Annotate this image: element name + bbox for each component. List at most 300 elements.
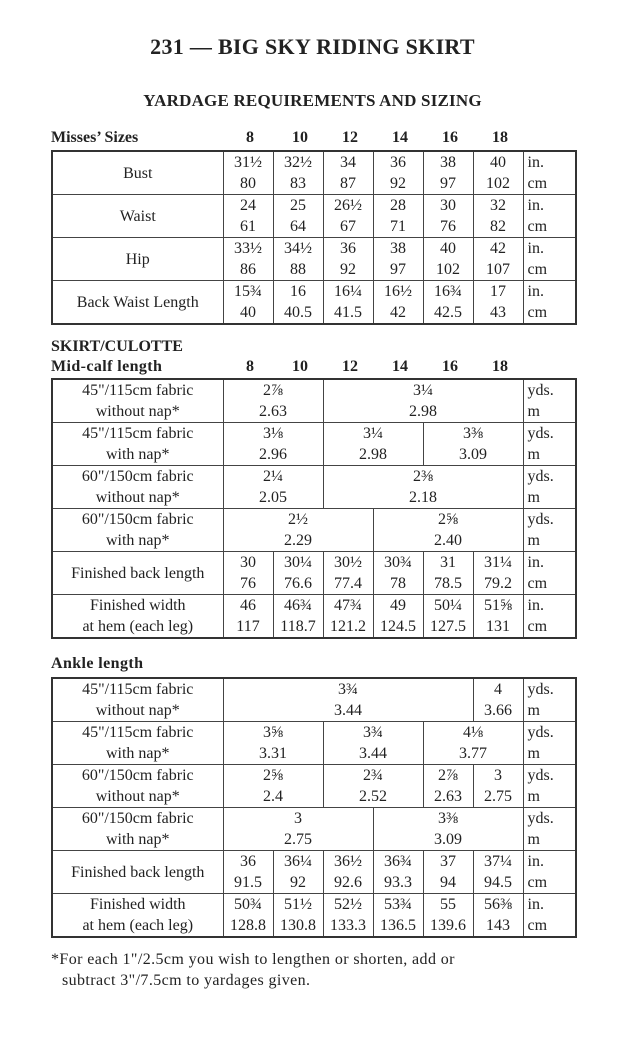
unit-label: cm — [527, 218, 548, 235]
value-cell — [473, 851, 523, 894]
mid-calf-heading: Mid-calf length — [51, 358, 163, 375]
value-cell — [223, 151, 273, 195]
table-row — [52, 238, 576, 281]
value-cell — [223, 423, 323, 466]
value-secondary: 92 — [390, 175, 406, 192]
value-secondary: 42 — [390, 304, 406, 321]
size-label: 10 — [292, 358, 308, 375]
value-cell — [223, 281, 273, 325]
value-cell — [373, 151, 423, 195]
mid-calf-yardage-table — [51, 378, 577, 639]
misses-sizes-heading: Misses’ Sizes — [51, 129, 139, 146]
value-primary: 50¼ — [434, 597, 462, 614]
value-primary: 2¼ — [263, 468, 283, 485]
value-secondary: 143 — [486, 917, 511, 934]
value-secondary: 97 — [440, 175, 456, 192]
unit-cell — [523, 238, 576, 281]
value-secondary: 2.40 — [434, 532, 462, 549]
value-secondary: 2.4 — [263, 788, 283, 805]
row-label-line: Finished width — [89, 597, 186, 614]
value-primary: 30¼ — [284, 554, 312, 571]
value-cell — [373, 509, 523, 552]
value-primary: 4⅛ — [463, 724, 483, 741]
row-label — [52, 894, 223, 938]
row-label — [52, 151, 223, 195]
value-cell — [373, 281, 423, 325]
value-cell — [273, 595, 323, 639]
unit-cell — [523, 281, 576, 325]
row-label — [52, 765, 223, 808]
unit-cell — [523, 808, 576, 851]
unit-label: in. — [527, 154, 544, 171]
value-primary: 34½ — [284, 240, 312, 257]
value-primary: 3¼ — [413, 382, 433, 399]
value-secondary: 86 — [240, 261, 256, 278]
table-row — [52, 151, 576, 195]
value-cell — [273, 281, 323, 325]
value-primary: 33½ — [234, 240, 262, 257]
value-cell — [423, 195, 473, 238]
value-cell — [223, 808, 373, 851]
value-primary: 3 — [494, 767, 503, 784]
value-secondary: 94.5 — [484, 874, 513, 891]
unit-label: m — [527, 745, 540, 762]
value-cell — [423, 238, 473, 281]
table-row — [52, 765, 576, 808]
row-label-line: 60"/150cm fabric — [81, 511, 194, 528]
value-secondary: 124.5 — [380, 618, 416, 635]
value-primary: 2⅞ — [438, 767, 458, 784]
value-cell — [473, 195, 523, 238]
value-primary: 32½ — [284, 154, 312, 171]
value-cell — [423, 722, 523, 765]
value-secondary: 61 — [240, 218, 256, 235]
value-cell — [473, 894, 523, 938]
value-secondary: 2.75 — [284, 831, 312, 848]
value-secondary: 2.05 — [259, 489, 287, 506]
value-cell — [223, 595, 273, 639]
value-primary: 36¼ — [284, 853, 312, 870]
value-primary: 31¼ — [484, 554, 512, 571]
value-cell — [373, 595, 423, 639]
value-secondary: 3.77 — [459, 745, 487, 762]
value-cell — [423, 595, 473, 639]
table-row — [52, 894, 576, 938]
value-cell — [223, 894, 273, 938]
table-row — [52, 466, 576, 509]
value-secondary: 3.66 — [484, 702, 513, 719]
value-secondary: 121.2 — [330, 618, 366, 635]
ankle-length-heading: Ankle length — [51, 655, 144, 672]
value-primary: 53¾ — [384, 896, 412, 913]
value-secondary: 2.29 — [284, 532, 312, 549]
value-cell — [323, 595, 373, 639]
unit-cell — [523, 195, 576, 238]
value-primary: 16 — [290, 283, 306, 300]
value-primary: 47¾ — [334, 597, 362, 614]
unit-label: yds. — [527, 468, 554, 485]
value-secondary: 3.44 — [359, 745, 387, 762]
size-label: 18 — [492, 358, 508, 375]
row-label-line: Finished back length — [71, 564, 205, 582]
unit-label: yds. — [527, 681, 554, 698]
value-secondary: 92.6 — [334, 874, 362, 891]
ankle-yardage-table — [51, 677, 577, 938]
value-primary: 3 — [294, 810, 302, 827]
value-secondary: 71 — [390, 218, 406, 235]
value-secondary: 80 — [240, 175, 256, 192]
value-primary: 3⅜ — [463, 425, 483, 442]
page-subtitle: YARDAGE REQUIREMENTS AND SIZING — [143, 91, 482, 110]
value-secondary: 79.2 — [484, 575, 512, 592]
value-cell — [473, 552, 523, 595]
row-label — [52, 851, 223, 894]
size-label: 12 — [342, 129, 358, 146]
value-cell — [273, 552, 323, 595]
row-label-line: 45"/115cm fabric — [82, 382, 194, 399]
value-secondary: 94 — [440, 874, 456, 891]
unit-label: cm — [527, 304, 548, 321]
value-cell — [223, 722, 323, 765]
footnote-line: *For each 1"/2.5cm you wish to lengthen or shorten, add or — [51, 951, 455, 968]
row-label-line: Finished back length — [71, 863, 205, 881]
value-primary: 16¼ — [334, 283, 362, 300]
unit-cell — [523, 552, 576, 595]
value-primary: 3¾ — [363, 724, 383, 741]
unit-label: in. — [527, 283, 544, 300]
value-cell — [473, 595, 523, 639]
value-cell — [323, 765, 423, 808]
value-secondary: 97 — [390, 261, 406, 278]
row-label-line: 45"/115cm fabric — [82, 724, 194, 741]
value-secondary: 102 — [486, 175, 510, 192]
row-label-line: without nap* — [95, 702, 180, 719]
value-primary: 16¾ — [434, 283, 462, 300]
row-label-line: at hem (each leg) — [82, 618, 194, 635]
row-label — [52, 678, 223, 722]
row-label-line: Finished width — [89, 896, 186, 913]
row-label-line: Bust — [123, 164, 153, 182]
row-label-line: 45"/115cm fabric — [82, 425, 194, 442]
value-cell — [323, 894, 373, 938]
row-label — [52, 722, 223, 765]
value-cell — [223, 678, 473, 722]
unit-cell — [523, 851, 576, 894]
value-secondary: 2.18 — [409, 489, 437, 506]
unit-cell — [523, 678, 576, 722]
unit-label: yds. — [527, 767, 554, 784]
value-cell — [473, 281, 523, 325]
value-secondary: 3.09 — [459, 446, 487, 463]
value-primary: 36 — [240, 853, 256, 870]
unit-label: yds. — [527, 425, 554, 442]
size-label: 8 — [246, 358, 254, 375]
value-primary: 36½ — [334, 853, 362, 870]
value-secondary: 133.3 — [330, 917, 366, 934]
skirt-culotte-heading: SKIRT/CULOTTE — [51, 338, 183, 355]
size-label: 14 — [392, 129, 408, 146]
value-primary: 17 — [490, 283, 506, 300]
size-label: 16 — [442, 358, 458, 375]
value-secondary: 131 — [486, 618, 510, 635]
value-secondary: 2.96 — [259, 446, 287, 463]
value-secondary: 76 — [440, 218, 456, 235]
value-primary: 42 — [490, 240, 506, 257]
value-secondary: 136.5 — [380, 917, 416, 934]
value-primary: 31 — [440, 554, 456, 571]
value-primary: 30½ — [334, 554, 362, 571]
value-primary: 30 — [240, 554, 256, 571]
value-primary: 36 — [340, 240, 356, 257]
unit-label: in. — [527, 554, 544, 571]
row-label — [52, 423, 223, 466]
value-cell — [273, 151, 323, 195]
value-primary: 56⅜ — [484, 896, 513, 913]
value-cell — [223, 552, 273, 595]
footnote-line: subtract 3"/7.5cm to yardages given. — [62, 972, 311, 989]
value-cell — [423, 765, 473, 808]
value-primary: 16½ — [384, 283, 412, 300]
value-cell — [473, 765, 523, 808]
value-primary: 36¾ — [384, 853, 412, 870]
value-secondary: 77.4 — [334, 575, 362, 592]
value-primary: 46 — [240, 597, 256, 614]
table-row — [52, 379, 576, 423]
value-primary: 3⅛ — [263, 425, 283, 442]
value-cell — [323, 423, 423, 466]
value-secondary: 91.5 — [234, 874, 262, 891]
value-secondary: 2.98 — [359, 446, 387, 463]
row-label — [52, 195, 223, 238]
value-cell — [223, 765, 323, 808]
footnote — [51, 949, 455, 991]
value-primary: 37¼ — [484, 853, 513, 870]
row-label-line: 60"/150cm fabric — [81, 767, 194, 784]
value-primary: 3⅝ — [263, 724, 283, 741]
value-primary: 3¼ — [363, 425, 383, 442]
table-row — [52, 722, 576, 765]
unit-label: cm — [527, 917, 548, 934]
value-secondary: 78.5 — [434, 575, 462, 592]
value-cell — [373, 552, 423, 595]
row-label-line: 60"/150cm fabric — [81, 810, 194, 827]
value-primary: 46¾ — [284, 597, 312, 614]
unit-label: cm — [527, 175, 548, 192]
table-row — [52, 678, 576, 722]
unit-cell — [523, 894, 576, 938]
unit-cell — [523, 466, 576, 509]
size-label: 12 — [342, 358, 358, 375]
value-cell — [373, 195, 423, 238]
value-cell — [323, 151, 373, 195]
value-primary: 25 — [290, 197, 306, 214]
value-primary: 2⅝ — [263, 767, 283, 784]
value-secondary: 2.63 — [259, 403, 287, 420]
value-primary: 24 — [240, 197, 256, 214]
row-label-line: 60"/150cm fabric — [81, 468, 194, 485]
value-primary: 51⅝ — [484, 597, 512, 614]
table-row — [52, 509, 576, 552]
value-secondary: 2.52 — [359, 788, 387, 805]
unit-cell — [523, 423, 576, 466]
value-primary: 3⅜ — [438, 810, 458, 827]
table-row — [52, 423, 576, 466]
value-primary: 2⅞ — [263, 382, 283, 399]
row-label-line: Waist — [119, 207, 156, 225]
value-primary: 34 — [340, 154, 356, 171]
value-cell — [423, 851, 473, 894]
table-row — [52, 281, 576, 325]
value-primary: 31½ — [234, 154, 262, 171]
value-primary: 37 — [440, 853, 456, 870]
row-label — [52, 552, 223, 595]
unit-label: in. — [527, 597, 544, 614]
size-label: 18 — [492, 129, 508, 146]
size-label: 8 — [246, 129, 254, 146]
unit-label: in. — [527, 853, 544, 870]
value-cell — [223, 238, 273, 281]
unit-label: cm — [527, 261, 548, 278]
row-label-line: with nap* — [105, 831, 170, 848]
unit-label: m — [527, 403, 540, 420]
value-secondary: 118.7 — [280, 618, 316, 635]
table-row — [52, 595, 576, 639]
value-primary: 26½ — [334, 197, 362, 214]
value-primary: 2⅜ — [413, 468, 433, 485]
row-label-line: without nap* — [95, 489, 180, 506]
value-primary: 38 — [440, 154, 456, 171]
value-cell — [323, 195, 373, 238]
value-cell — [323, 552, 373, 595]
value-secondary: 93.3 — [384, 874, 412, 891]
value-secondary: 67 — [340, 218, 356, 235]
row-label-line: with nap* — [105, 446, 170, 463]
value-primary: 4 — [494, 681, 503, 698]
value-cell — [423, 151, 473, 195]
unit-label: in. — [527, 197, 544, 214]
value-secondary: 102 — [436, 261, 460, 278]
value-cell — [223, 509, 373, 552]
value-cell — [223, 379, 323, 423]
row-label — [52, 379, 223, 423]
value-secondary: 78 — [390, 575, 406, 592]
value-secondary: 130.8 — [280, 917, 316, 934]
row-label-line: 45"/115cm fabric — [82, 681, 194, 698]
value-cell — [273, 851, 323, 894]
value-secondary: 42.5 — [434, 304, 462, 321]
value-secondary: 76 — [240, 575, 256, 592]
value-cell — [323, 466, 523, 509]
value-primary: 52½ — [334, 896, 362, 913]
value-primary: 32 — [490, 197, 506, 214]
value-secondary: 83 — [290, 175, 306, 192]
value-primary: 49 — [390, 597, 406, 614]
value-cell — [473, 678, 523, 722]
value-secondary: 139.6 — [430, 917, 466, 934]
value-primary: 38 — [390, 240, 406, 257]
size-label: 14 — [392, 358, 408, 375]
value-cell — [273, 238, 323, 281]
row-label — [52, 238, 223, 281]
value-cell — [323, 851, 373, 894]
unit-label: m — [527, 446, 540, 463]
value-primary: 2½ — [288, 511, 308, 528]
value-cell — [223, 195, 273, 238]
value-secondary: 117 — [236, 618, 260, 635]
unit-label: m — [527, 788, 540, 805]
unit-label: m — [527, 489, 540, 506]
value-secondary: 107 — [486, 261, 510, 278]
table-row — [52, 552, 576, 595]
unit-label: yds. — [527, 511, 554, 528]
unit-cell — [523, 379, 576, 423]
size-label: 16 — [442, 129, 458, 146]
value-primary: 30 — [440, 197, 456, 214]
unit-label: m — [527, 831, 540, 848]
value-cell — [473, 151, 523, 195]
value-cell — [223, 851, 273, 894]
row-label — [52, 509, 223, 552]
value-secondary: 40.5 — [284, 304, 312, 321]
row-label-line: at hem (each leg) — [82, 917, 194, 934]
value-primary: 36 — [390, 154, 406, 171]
row-label-line: without nap* — [95, 788, 180, 805]
row-label-line: Hip — [125, 250, 150, 268]
value-secondary: 92 — [340, 261, 356, 278]
value-primary: 28 — [390, 197, 406, 214]
value-primary: 15¾ — [234, 283, 262, 300]
value-secondary: 3.09 — [434, 831, 462, 848]
row-label-line: with nap* — [105, 532, 170, 549]
value-cell — [423, 423, 523, 466]
size-label: 10 — [292, 129, 308, 146]
unit-label: in. — [527, 896, 544, 913]
value-primary: 50¾ — [234, 896, 262, 913]
value-cell — [323, 379, 523, 423]
value-cell — [423, 281, 473, 325]
value-primary: 2⅝ — [438, 511, 458, 528]
value-secondary: 128.8 — [230, 917, 266, 934]
unit-label: cm — [527, 575, 548, 592]
value-cell — [223, 466, 323, 509]
value-primary: 40 — [440, 240, 456, 257]
unit-label: yds. — [527, 810, 554, 827]
misses-measurements-table — [51, 150, 577, 325]
unit-label: in. — [527, 240, 544, 257]
value-cell — [323, 238, 373, 281]
value-secondary: 82 — [490, 218, 506, 235]
table-row — [52, 851, 576, 894]
value-secondary: 64 — [290, 218, 306, 235]
unit-label: cm — [527, 874, 548, 891]
unit-cell — [523, 595, 576, 639]
unit-label: m — [527, 702, 540, 719]
value-primary: 40 — [490, 154, 506, 171]
value-secondary: 88 — [290, 261, 306, 278]
value-cell — [273, 894, 323, 938]
table-row — [52, 195, 576, 238]
value-primary: 51½ — [284, 896, 312, 913]
value-cell — [373, 808, 523, 851]
value-secondary: 76.6 — [284, 575, 312, 592]
unit-cell — [523, 722, 576, 765]
value-secondary: 92 — [290, 874, 306, 891]
value-secondary: 43 — [490, 304, 506, 321]
table-row — [52, 808, 576, 851]
value-cell — [373, 894, 423, 938]
value-cell — [373, 851, 423, 894]
row-label-line: without nap* — [95, 403, 180, 420]
